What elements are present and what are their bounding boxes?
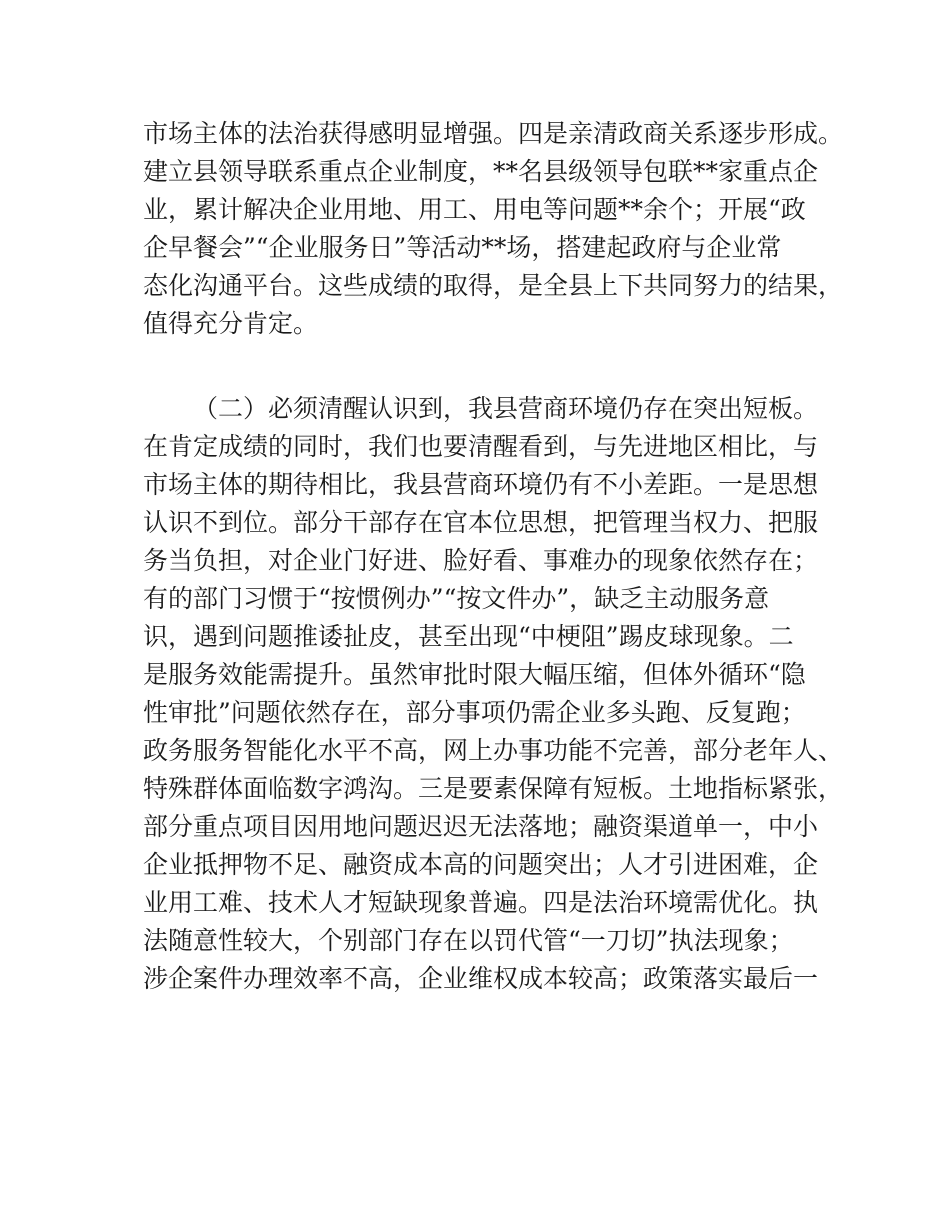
text-line: 企早餐会”“企业服务日”等活动**场，搭建起政府与企业常	[143, 233, 782, 262]
text-line: 市场主体的期待相比，我县营商环境仍有不小差距。一是思想	[143, 470, 819, 499]
text-line: 值得充分肯定。	[143, 309, 319, 338]
text-line: 态化沟通平台。这些成绩的取得，是全县上下共同努力的结果，	[143, 271, 844, 300]
text-line: 政务服务智能化水平不高，网上办事功能不完善，部分老年人、	[143, 736, 844, 765]
text-line: 法随意性较大，个别部门存在以罚代管“一刀切”执法现象；	[143, 926, 794, 955]
text-line: 部分重点项目因用地问题迟迟无法落地；融资渠道单一，中小	[143, 812, 819, 841]
text-line: 认识不到位。部分干部存在官本位思想，把管理当权力、把服	[143, 508, 819, 537]
text-line: 特殊群体面临数字鸿沟。三是要素保障有短板。土地指标紧张，	[143, 774, 844, 803]
text-line: 业用工难、技术人才短缺现象普遍。四是法治环境需优化。执	[143, 888, 819, 917]
paragraph-continued	[143, 115, 844, 343]
text-line: 识，遇到问题推诿扯皮，甚至出现“中梗阻”踢皮球现象。二	[143, 622, 794, 651]
text-line: 涉企案件办理效率不高，企业维权成本较高；政策落实最后一	[143, 964, 819, 993]
paragraph-shortcomings	[143, 390, 844, 998]
text-line: 性审批”问题依然存在，部分事项仍需企业多头跑、反复跑；	[143, 698, 806, 727]
text-line: 务当负担，对企业门好进、脸好看、事难办的现象依然存在；	[143, 546, 819, 575]
text-line: 有的部门习惯于“按惯例办”“按文件办”，缺乏主动服务意	[143, 584, 770, 613]
section-heading-line: （二）必须清醒认识到，我县营商环境仍存在突出短板。	[193, 394, 819, 423]
text-line: 建立县领导联系重点企业制度，**名县级领导包联**家重点企	[143, 157, 819, 186]
text-line: 业，累计解决企业用地、用工、用电等问题**余个；开展“政	[143, 195, 806, 224]
text-line: 在肯定成绩的同时，我们也要清醒看到，与先进地区相比，与	[143, 432, 819, 461]
text-line: 是服务效能需提升。虽然审批时限大幅压缩，但体外循环“隐	[143, 660, 806, 689]
text-line: 企业抵押物不足、融资成本高的问题突出；人才引进困难，企	[143, 850, 819, 879]
text-line: 市场主体的法治获得感明显增强。四是亲清政商关系逐步形成。	[143, 119, 844, 148]
